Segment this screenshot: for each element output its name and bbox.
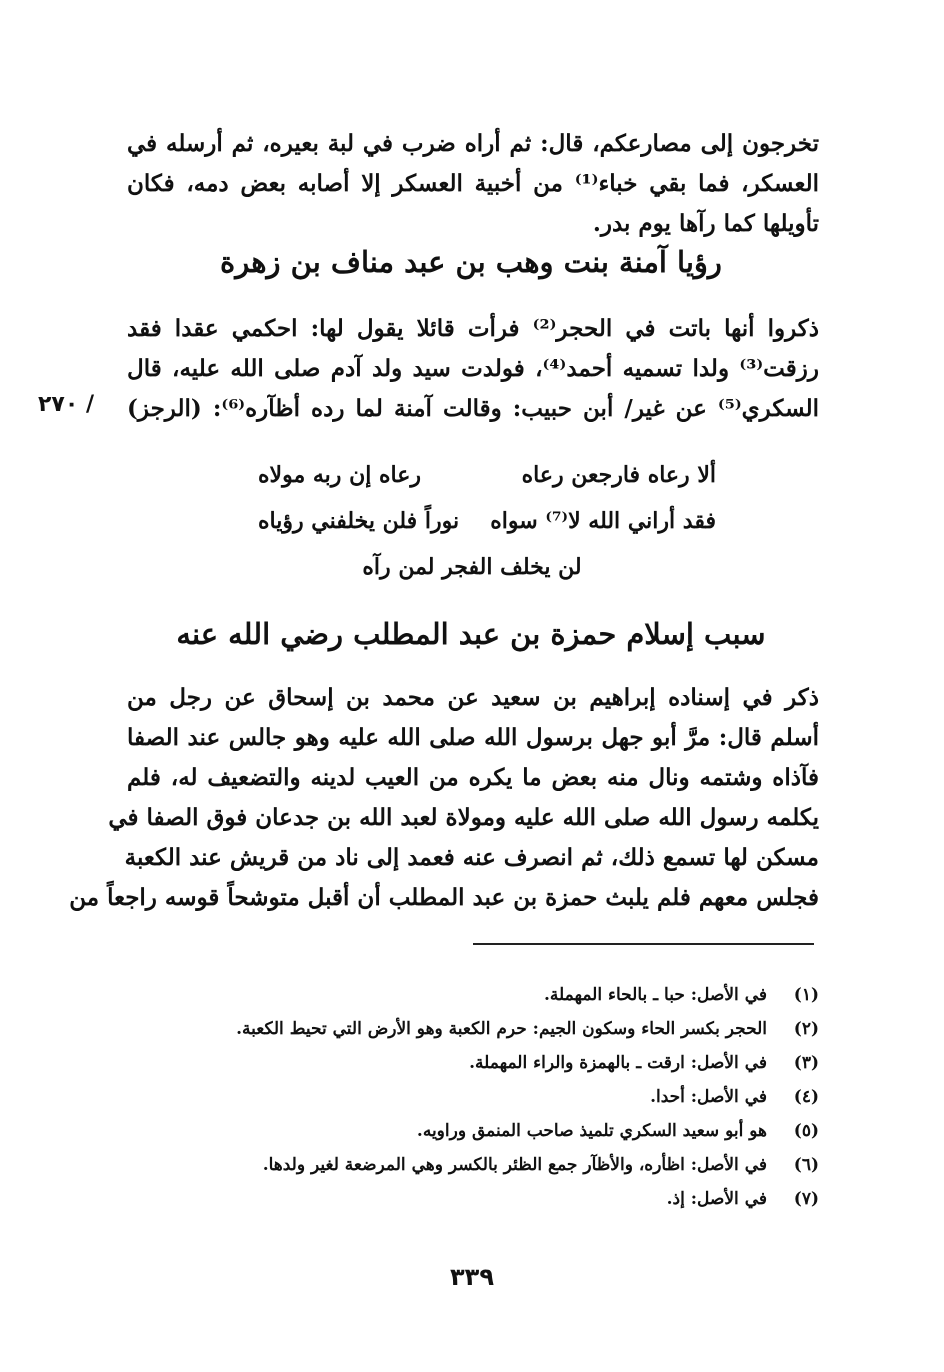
paragraph-3-line: أسلم قال: مرَّ أبو جهل برسول الله صلى الله عليه وهو جالس عند الصفا <box>127 724 819 751</box>
footnote-item <box>259 1080 819 1114</box>
paragraph-2-line: رزقت⁽³⁾ ولدا تسميه أحمد⁽⁴⁾، فولدت سيد ولد آدم صلى الله عليه، قال <box>127 355 819 382</box>
page-number: ٣٣٩ <box>450 1263 494 1291</box>
paragraph-1-line: تأويلها كما رآها يوم بدر. <box>592 210 819 237</box>
paragraph-1-line: العسكر، فما بقي خباء⁽¹⁾ من أخبية العسكر إلا أصابه بعض دمه، فكان <box>127 170 819 197</box>
footnote-text: الحجر بكسر الحاء وسكون الجيم: حرم الكعبة وهو الأرض التي تحيط الكعبة. <box>236 1019 767 1039</box>
paragraph-3-line: ذكر في إسناده إبراهيم بن سعيد عن محمد بن إسحاق عن رجل من <box>127 684 819 711</box>
footnote-text: هو أبو سعيد السكري تلميذ صاحب المنمق وراويه. <box>416 1121 767 1141</box>
paragraph-3 <box>69 678 819 918</box>
poem-verse-1-first-hemistich: ألا رعاه فارجعن رعاه <box>521 462 716 488</box>
paragraph-3-line: فجلس معهم فلم يلبث حمزة بن عبد المطلب أن أقبل متوشحاً قوسه راجعاً من <box>69 884 819 911</box>
footnote-number: (٥) <box>793 1121 819 1141</box>
paragraph-3-line: مسكن لها تسمع ذلك، ثم انصرف عنه فعمد إلى ناد من قريش عند الكعبة <box>124 844 819 871</box>
paragraph-2-line: السكري⁽⁵⁾ عن غير/ أبن حبيب: وقالت آمنة لما رده أظآره⁽⁶⁾: (الرجز) <box>127 395 819 422</box>
section-heading-hamza: سبب إسلام حمزة بن عبد المطلب رضي الله عنه <box>176 617 766 651</box>
section-heading-amina: رؤيا آمنة بنت وهب بن عبد مناف بن زهرة <box>220 245 722 279</box>
paragraph-3-line: فآذاه وشتمه ونال منه بعض ما يكره من العيب لدينه والتضعيف له، فلم <box>127 764 819 791</box>
footnote-item <box>259 978 819 1012</box>
poem-verse-1-second-hemistich: رعاه إن ربه مولاه <box>258 462 421 488</box>
paragraph-1 <box>127 124 819 244</box>
footnote-text: في الأصل: إذ. <box>666 1189 767 1209</box>
footnote-text: في الأصل: أحدا. <box>650 1087 767 1107</box>
footnote-text: في الأصل: حبا ـ بالحاء المهملة. <box>544 985 767 1005</box>
footnote-item <box>259 1182 819 1216</box>
footnotes <box>236 978 819 1216</box>
poem-verse-2-second-hemistich: نوراً فلن يخلفني رؤياه <box>258 508 460 534</box>
footnote-number: (٦) <box>793 1155 819 1175</box>
footnote-number: (٤) <box>793 1087 819 1107</box>
footnote-text: في الأصل: ارقت ـ بالهمزة والراء المهملة. <box>469 1053 767 1073</box>
poem-verse-2-first-hemistich: فقد أراني الله لا⁽⁷⁾ سواه <box>490 508 716 534</box>
footnote-number: (٢) <box>793 1019 819 1039</box>
footnote-item <box>259 1148 819 1182</box>
footnote-divider <box>473 943 814 945</box>
footnote-number: (٧) <box>793 1189 819 1209</box>
footnote-item <box>236 1012 819 1046</box>
footnote-number: (١) <box>793 985 819 1005</box>
footnote-item <box>259 1114 819 1148</box>
poem-verse-3: لن يخلف الفجر لمن رآه <box>362 554 582 580</box>
paragraph-3-line: يكلمه رسول الله صلى الله عليه ومولاة لعبد الله بن جدعان فوق الصفا في <box>108 804 819 831</box>
footnote-text: في الأصل: اظأره، والأظآر جمع الظئر بالكسر وهي المرضعة لغير ولدها. <box>262 1155 767 1175</box>
paragraph-1-line: تخرجون إلى مصارعكم، قال: ثم أراه ضرب في لبة بعيره، ثم أرسله في <box>127 130 819 157</box>
paragraph-2-line: ذكروا أنها باتت في الحجر⁽²⁾ فرأت قائلا يقول لها: احكمي عقدا فقد <box>127 315 819 342</box>
footnote-number: (٣) <box>793 1053 819 1073</box>
margin-page-reference: / ٢٧٠ <box>38 392 94 417</box>
paragraph-2 <box>127 309 819 429</box>
footnote-item <box>259 1046 819 1080</box>
